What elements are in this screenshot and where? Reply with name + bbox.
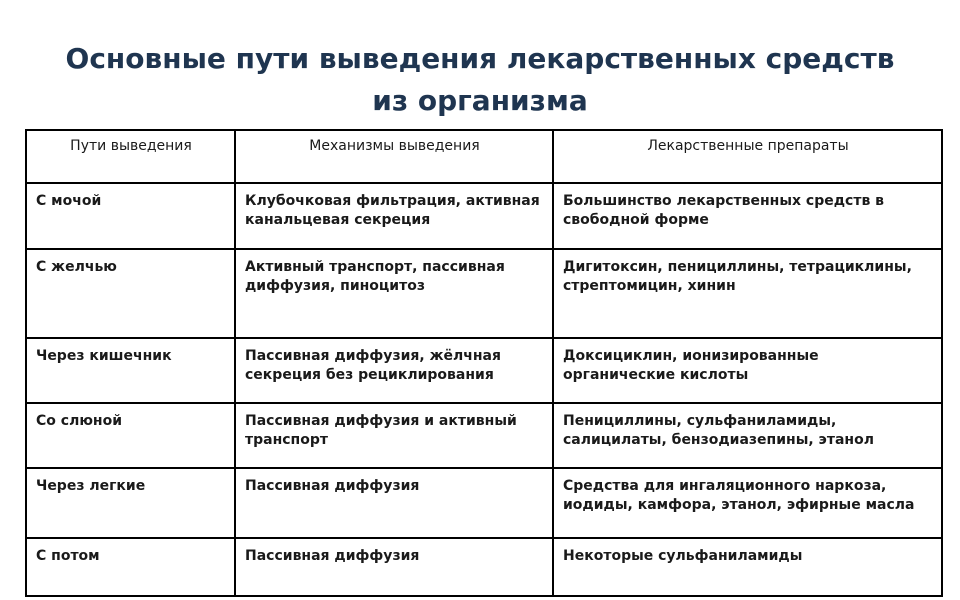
mechanism-cell: Пассивная диффузия — [235, 468, 553, 538]
table-header-row — [26, 130, 942, 183]
drugs-cell: Средства для ингаляционного наркоза, иодиды, камфора, этанол, эфирные масла — [553, 468, 942, 538]
title-line-2: из организма — [372, 84, 588, 117]
mechanism-cell: Активный транспорт, пассивная диффузия, пиноцитоз — [235, 249, 553, 338]
mechanism-cell: Пассивная диффузия — [235, 538, 553, 596]
drugs-cell: Дигитоксин, пенициллины, тетрациклины, стрептомицин, хинин — [553, 249, 942, 338]
table-row — [26, 468, 942, 538]
header-drugs: Лекарственные препараты — [553, 130, 942, 183]
header-excretion-mechanisms: Механизмы выведения — [235, 130, 553, 183]
title-line-1: Основные пути выведения лекарственных средств — [65, 42, 895, 75]
route-cell: Через легкие — [26, 468, 235, 538]
route-cell: С мочой — [26, 183, 235, 249]
mechanism-cell: Пассивная диффузия, жёлчная секреция без рециклирования — [235, 338, 553, 403]
table-row — [26, 183, 942, 249]
route-cell: С желчью — [26, 249, 235, 338]
route-cell: Со слюной — [26, 403, 235, 468]
drugs-cell: Большинство лекарственных средств в свободной форме — [553, 183, 942, 249]
route-cell: Через кишечник — [26, 338, 235, 403]
mechanism-cell: Клубочковая фильтрация, активная канальцевая секреция — [235, 183, 553, 249]
table-row — [26, 338, 942, 403]
excretion-table — [25, 129, 943, 597]
table-row — [26, 538, 942, 596]
drugs-cell: Пенициллины, сульфаниламиды, салицилаты, бензодиазепины, этанол — [553, 403, 942, 468]
drugs-cell: Некоторые сульфаниламиды — [553, 538, 942, 596]
table-row — [26, 249, 942, 338]
page-title — [0, 38, 960, 122]
route-cell: С потом — [26, 538, 235, 596]
header-excretion-routes: Пути выведения — [26, 130, 235, 183]
drugs-cell: Доксициклин, ионизированные органические кислоты — [553, 338, 942, 403]
table-row — [26, 403, 942, 468]
mechanism-cell: Пассивная диффузия и активный транспорт — [235, 403, 553, 468]
